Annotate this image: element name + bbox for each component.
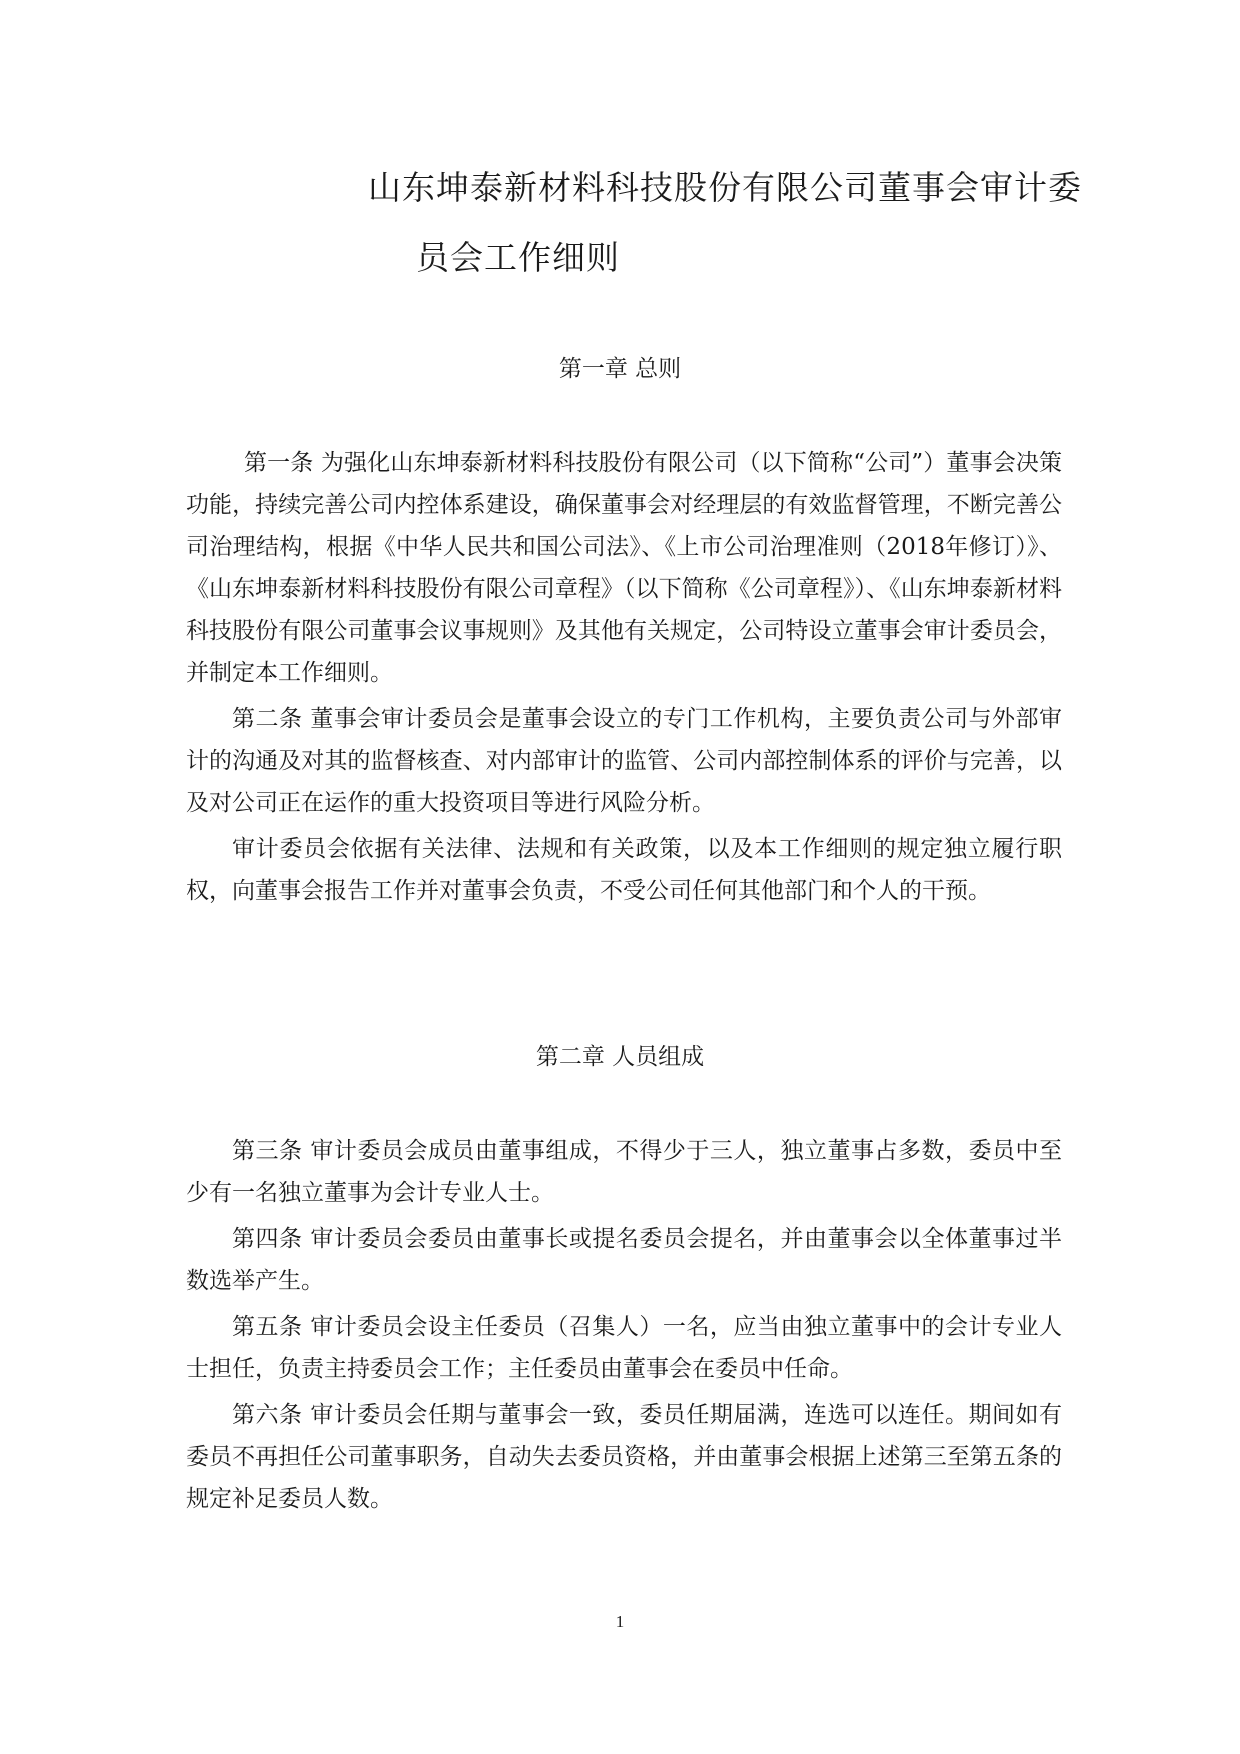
document-title-line-2: 员会工作细则 — [416, 238, 620, 277]
page-number: 1 — [615, 1612, 625, 1631]
article-3-paragraph: 第三条 审计委员会成员由董事组成，不得少于三人，独立董事占多数，委员中至少有一名独立董事为会计专业人士。 — [186, 1138, 1062, 1206]
document-title-line-1: 山东坤泰新材料科技股份有限公司董事会审计委 — [368, 168, 1082, 207]
article-6-paragraph: 第六条 审计委员会任期与董事会一致，委员任期届满，连选可以连任。期间如有委员不再担任公司董事职务，自动失去委员资格，并由董事会根据上述第三至第五条的规定补足委员人数。 — [186, 1402, 1062, 1512]
chapter-heading-2: 第二章 人员组成 — [535, 1044, 705, 1070]
article-2-continuation-paragraph: 审计委员会依据有关法律、法规和有关政策，以及本工作细则的规定独立履行职权，向董事会报告工作并对董事会负责，不受公司任何其他部门和个人的干预。 — [186, 836, 1062, 904]
article-1-paragraph: 第一条 为强化山东坤泰新材料科技股份有限公司（以下简称“公司”）董事会决策功能，持续完善公司内控体系建设，确保董事会对经理层的有效监督管理，不断完善公司治理结构，根据《中华人民共和国公司法》、《上市公司治理准则（2018年修订）》、《山东坤泰新材料科技股份有限公司章程》（以下简称《公司章程》）、《山东坤泰新材料科技股份有限公司董事会议事规则》及其他有关规定，公司特设立董事会审计委员会，并制定本工作细则。 — [186, 450, 1062, 686]
chapter-2-body — [186, 1130, 1062, 1524]
article-5-paragraph: 第五条 审计委员会设主任委员（召集人）一名，应当由独立董事中的会计专业人士担任，负责主持委员会工作；主任委员由董事会在委员中任命。 — [186, 1314, 1062, 1382]
article-2-paragraph: 第二条 董事会审计委员会是董事会设立的专门工作机构，主要负责公司与外部审计的沟通及对其的监督核查、对内部审计的监管、公司内部控制体系的评价与完善，以及对公司正在运作的重大投资项目等进行风险分析。 — [186, 706, 1062, 816]
chapter-heading-1: 第一章 总则 — [558, 356, 682, 382]
article-4-paragraph: 第四条 审计委员会委员由董事长或提名委员会提名，并由董事会以全体董事过半数选举产生。 — [186, 1226, 1062, 1294]
chapter-1-body — [186, 442, 1062, 916]
